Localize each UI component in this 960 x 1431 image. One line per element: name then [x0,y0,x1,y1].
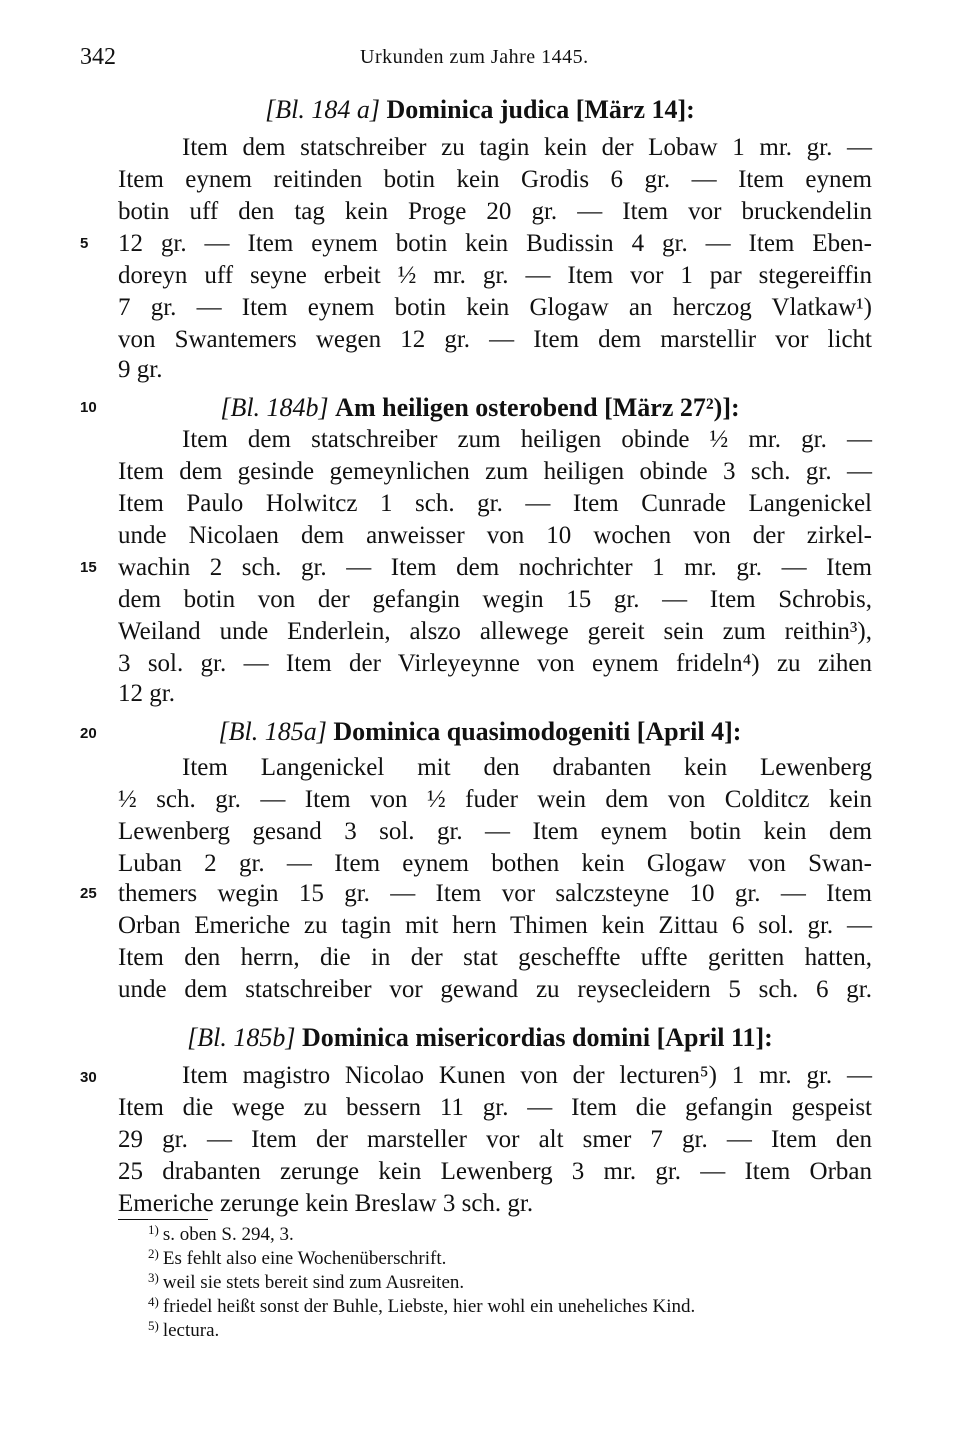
text-line: 12 gr. [118,680,175,707]
text-line: 3 sol. gr. — Item der Virleyeynne von eynem frideln⁴) zu zihen [118,650,872,677]
text-line: 12 gr. — Item eynem botin kein Budissin 4 gr. — Item Eben- [118,230,872,257]
liturgical-day: Dominica judica [386,95,570,124]
section-heading [0,716,960,748]
running-title: Urkunden zum Jahre 1445. [360,46,589,68]
footnote-mark: 5) [148,1318,159,1333]
section-heading [0,392,960,424]
text-line: Item den herrn, die in der stat gescheffte uffte geritten hatten, [118,944,872,971]
liturgical-day: Am heiligen osterobend [335,393,598,422]
date-bracket: [März 27²)]: [604,393,740,422]
text-line: Weiland unde Enderlein, alszo allewege gereit sein zum reithin³), [118,618,872,645]
text-line: Orban Emeriche zu tagin mit hern Thimen kein Zittau 6 sol. gr. — [118,912,872,939]
text-line: wachin 2 sch. gr. — Item dem nochrichter 1 mr. gr. — Item [118,554,872,581]
text-line: doreyn uff seyne erbeit ½ mr. gr. — Item vor 1 par stegereiffin [118,262,872,289]
text-line: Item Langenickel mit den drabanten kein Lewenberg [182,754,872,781]
line-number: 20 [80,725,97,742]
footnote-mark: 3) [148,1270,159,1285]
footnote-mark: 1) [148,1222,159,1237]
text-line: unde dem statschreiber vor gewand zu reysecleidern 5 sch. 6 gr. [118,976,872,1003]
line-number: 25 [80,885,97,902]
liturgical-day: Dominica misericordias domini [301,1023,651,1052]
text-line: botin uff den tag kein Proge 20 gr. — Item vor bruckendelin [118,198,872,225]
date-bracket: [April 11]: [656,1023,773,1052]
footnote [148,1296,868,1318]
text-line: Lewenberg gesand 3 sol. gr. — Item eynem botin kein dem [118,818,872,845]
footnote-divider [118,1219,208,1220]
line-number: 15 [80,559,97,576]
text-line: Emeriche zerunge kein Breslaw 3 sch. gr. [118,1190,534,1217]
folio-reference: [Bl. 184b] [220,393,329,422]
text-line: Item dem gesinde gemeynlichen zum heiligen obinde 3 sch. gr. — [118,458,872,485]
footnote-text: weil sie stets bereit sind zum Ausreiten. [162,1272,465,1293]
text-line: ½ sch. gr. — Item von ½ fuder wein dem von Colditcz kein [118,786,872,813]
text-line: Item dem statschreiber zu tagin kein der Lobaw 1 mr. gr. — [182,134,872,161]
footnote-text: s. oben S. 294, 3. [162,1224,294,1245]
page-header [0,44,960,78]
footnote-text: friedel heißt sonst der Buhle, Liebste, hier wohl ein uneheliches Kind. [162,1296,696,1317]
folio-reference: [Bl. 185b] [187,1023,296,1052]
section-heading [0,1022,960,1054]
footnote-mark: 2) [148,1246,159,1261]
date-bracket: [März 14]: [575,95,695,124]
text-line: themers wegin 15 gr. — Item vor salczsteyne 10 gr. — Item [118,880,872,907]
text-line: Item die wege zu bessern 11 gr. — Item die gefangin gespeist [118,1094,872,1121]
footnote-text: lectura. [162,1320,220,1341]
footnote [148,1320,868,1342]
text-line: 25 drabanten zerunge kein Lewenberg 3 mr. gr. — Item Orban [118,1158,872,1185]
footnote [148,1248,868,1270]
footnote-mark: 4) [148,1294,159,1309]
folio-reference: [Bl. 185a] [218,717,327,746]
footnote [148,1272,868,1294]
text-line: unde Nicolaen dem anweisser von 10 wochen von der zirkel- [118,522,872,549]
line-number: 30 [80,1069,97,1086]
text-line: Item dem statschreiber zum heiligen obinde ½ mr. gr. — [182,426,872,453]
text-line: 9 gr. [118,356,163,383]
text-line: Item Paulo Holwitcz 1 sch. gr. — Item Cunrade Langenickel [118,490,872,517]
line-number: 5 [80,235,89,252]
page-number: 342 [80,44,116,70]
footnote [148,1224,868,1246]
text-line: Item eynem reitinden botin kein Grodis 6 gr. — Item eynem [118,166,872,193]
line-number: 10 [80,399,97,416]
text-line: 29 gr. — Item der marsteller vor alt smer 7 gr. — Item den [118,1126,872,1153]
text-line: Luban 2 gr. — Item eynem bothen kein Glogaw von Swan- [118,850,872,877]
section-heading [0,94,960,126]
folio-reference: [Bl. 184 a] [265,95,380,124]
text-line: 7 gr. — Item eynem botin kein Glogaw an herczog Vlatkaw¹) [118,294,872,321]
date-bracket: [April 4]: [636,717,742,746]
liturgical-day: Dominica quasimodogeniti [333,717,631,746]
text-line: von Swantemers wegen 12 gr. — Item dem marstellir vor licht [118,326,872,353]
text-line: dem botin von der gefangin wegin 15 gr. — Item Schrobis, [118,586,872,613]
footnote-text: Es fehlt also eine Wochenüberschrift. [162,1248,447,1269]
text-line: Item magistro Nicolao Kunen von der lecturen⁵) 1 mr. gr. — [182,1062,872,1089]
